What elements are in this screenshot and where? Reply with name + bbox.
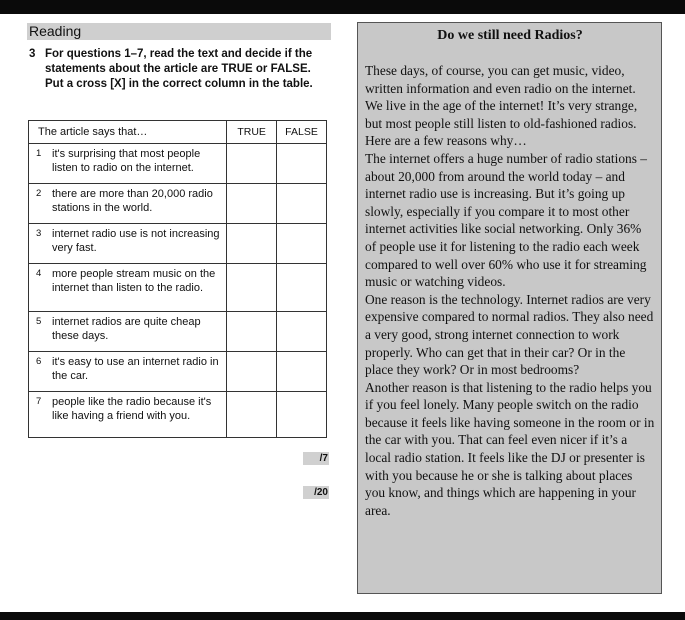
header-false: FALSE xyxy=(277,121,327,144)
false-cell[interactable] xyxy=(277,392,327,438)
row-number: 7 xyxy=(36,396,42,407)
false-cell[interactable] xyxy=(277,312,327,352)
article-paragraph: Another reason is that listening to the radio helps you if you feel lonely. Many people switch on the radio because it feels like having someone in the room or in the car with you. That can feel even nicer if it’s a local radio station. It feels like the DJ or presenter is with you because he or she is talking about places you know, and things which are happening in your area. xyxy=(365,379,655,518)
article-paragraph: One reason is the technology. Internet radios are very expensive compared to normal radios. They also need a very good, strong internet connection to work properly. Who can get that in their car? Or in the place they work? Or in most bedrooms? xyxy=(365,291,654,378)
section-score: /7 xyxy=(303,452,329,465)
table-row xyxy=(29,224,327,264)
table-row xyxy=(29,352,327,392)
article-paragraph: The internet offers a huge number of radio stations – about 20,000 from around the world today – and internet radio use is increasing. But it’s going up slowly, especially if you compare it to most other internet activities like social networking. Only 36% of people use it for listening to the radio each week compared to well over 60% who use it for streaming music or watching videos. xyxy=(365,150,647,290)
article-paragraph: These days, of course, you can get music, video, written information and even radio on the internet. We live in the age of the internet! It’s very strange, but most people still listen to old-fashioned radios. Here are a few reasons why… xyxy=(365,63,638,149)
row-number: 4 xyxy=(36,268,42,279)
row-number: 1 xyxy=(36,148,42,159)
table-row xyxy=(29,144,327,184)
statement-cell xyxy=(29,224,227,264)
true-cell[interactable] xyxy=(227,184,277,224)
statement-text: there are more than 20,000 radio stations in the world. xyxy=(52,188,213,214)
statement-text: internet radios are quite cheap these days. xyxy=(52,316,201,342)
statement-text: more people stream music on the internet than listen to the radio. xyxy=(52,268,216,294)
true-cell[interactable] xyxy=(227,312,277,352)
statement-text: it's surprising that most people listen to radio on the internet. xyxy=(52,148,201,174)
bottom-border xyxy=(0,612,685,620)
statement-cell xyxy=(29,264,227,312)
false-cell[interactable] xyxy=(277,224,327,264)
statement-cell xyxy=(29,144,227,184)
row-number: 5 xyxy=(36,316,42,327)
row-number: 2 xyxy=(36,188,42,199)
section-title: Reading xyxy=(27,23,331,40)
row-number: 6 xyxy=(36,356,42,367)
total-score: /20 xyxy=(303,486,329,499)
statement-cell xyxy=(29,312,227,352)
true-cell[interactable] xyxy=(227,224,277,264)
article-box xyxy=(357,22,662,594)
instructions-text: For questions 1–7, read the text and decide if the statements about the article are TRUE or FALSE. Put a cross [X] in the correct column in the table. xyxy=(45,48,313,90)
question-number: 3 xyxy=(29,48,36,60)
article-title: Do we still need Radios? xyxy=(437,28,583,43)
true-cell[interactable] xyxy=(227,352,277,392)
false-cell[interactable] xyxy=(277,144,327,184)
statement-cell xyxy=(29,352,227,392)
true-cell[interactable] xyxy=(227,264,277,312)
instructions xyxy=(27,47,331,92)
statement-text: internet radio use is not increasing very fast. xyxy=(52,228,220,254)
false-cell[interactable] xyxy=(277,352,327,392)
true-cell[interactable] xyxy=(227,144,277,184)
statement-text: it's easy to use an internet radio in the car. xyxy=(52,356,219,382)
top-border xyxy=(0,0,685,14)
statement-text: people like the radio because it's like having a friend with you. xyxy=(52,396,212,422)
table-row xyxy=(29,312,327,352)
statement-cell xyxy=(29,392,227,438)
table-header-row xyxy=(29,121,327,144)
row-number: 3 xyxy=(36,228,42,239)
table-row xyxy=(29,392,327,438)
statement-cell xyxy=(29,184,227,224)
article-body xyxy=(365,62,655,519)
header-statement: The article says that… xyxy=(29,121,227,144)
answer-table xyxy=(28,120,327,438)
table-row xyxy=(29,264,327,312)
false-cell[interactable] xyxy=(277,184,327,224)
true-cell[interactable] xyxy=(227,392,277,438)
table-row xyxy=(29,184,327,224)
false-cell[interactable] xyxy=(277,264,327,312)
header-true: TRUE xyxy=(227,121,277,144)
